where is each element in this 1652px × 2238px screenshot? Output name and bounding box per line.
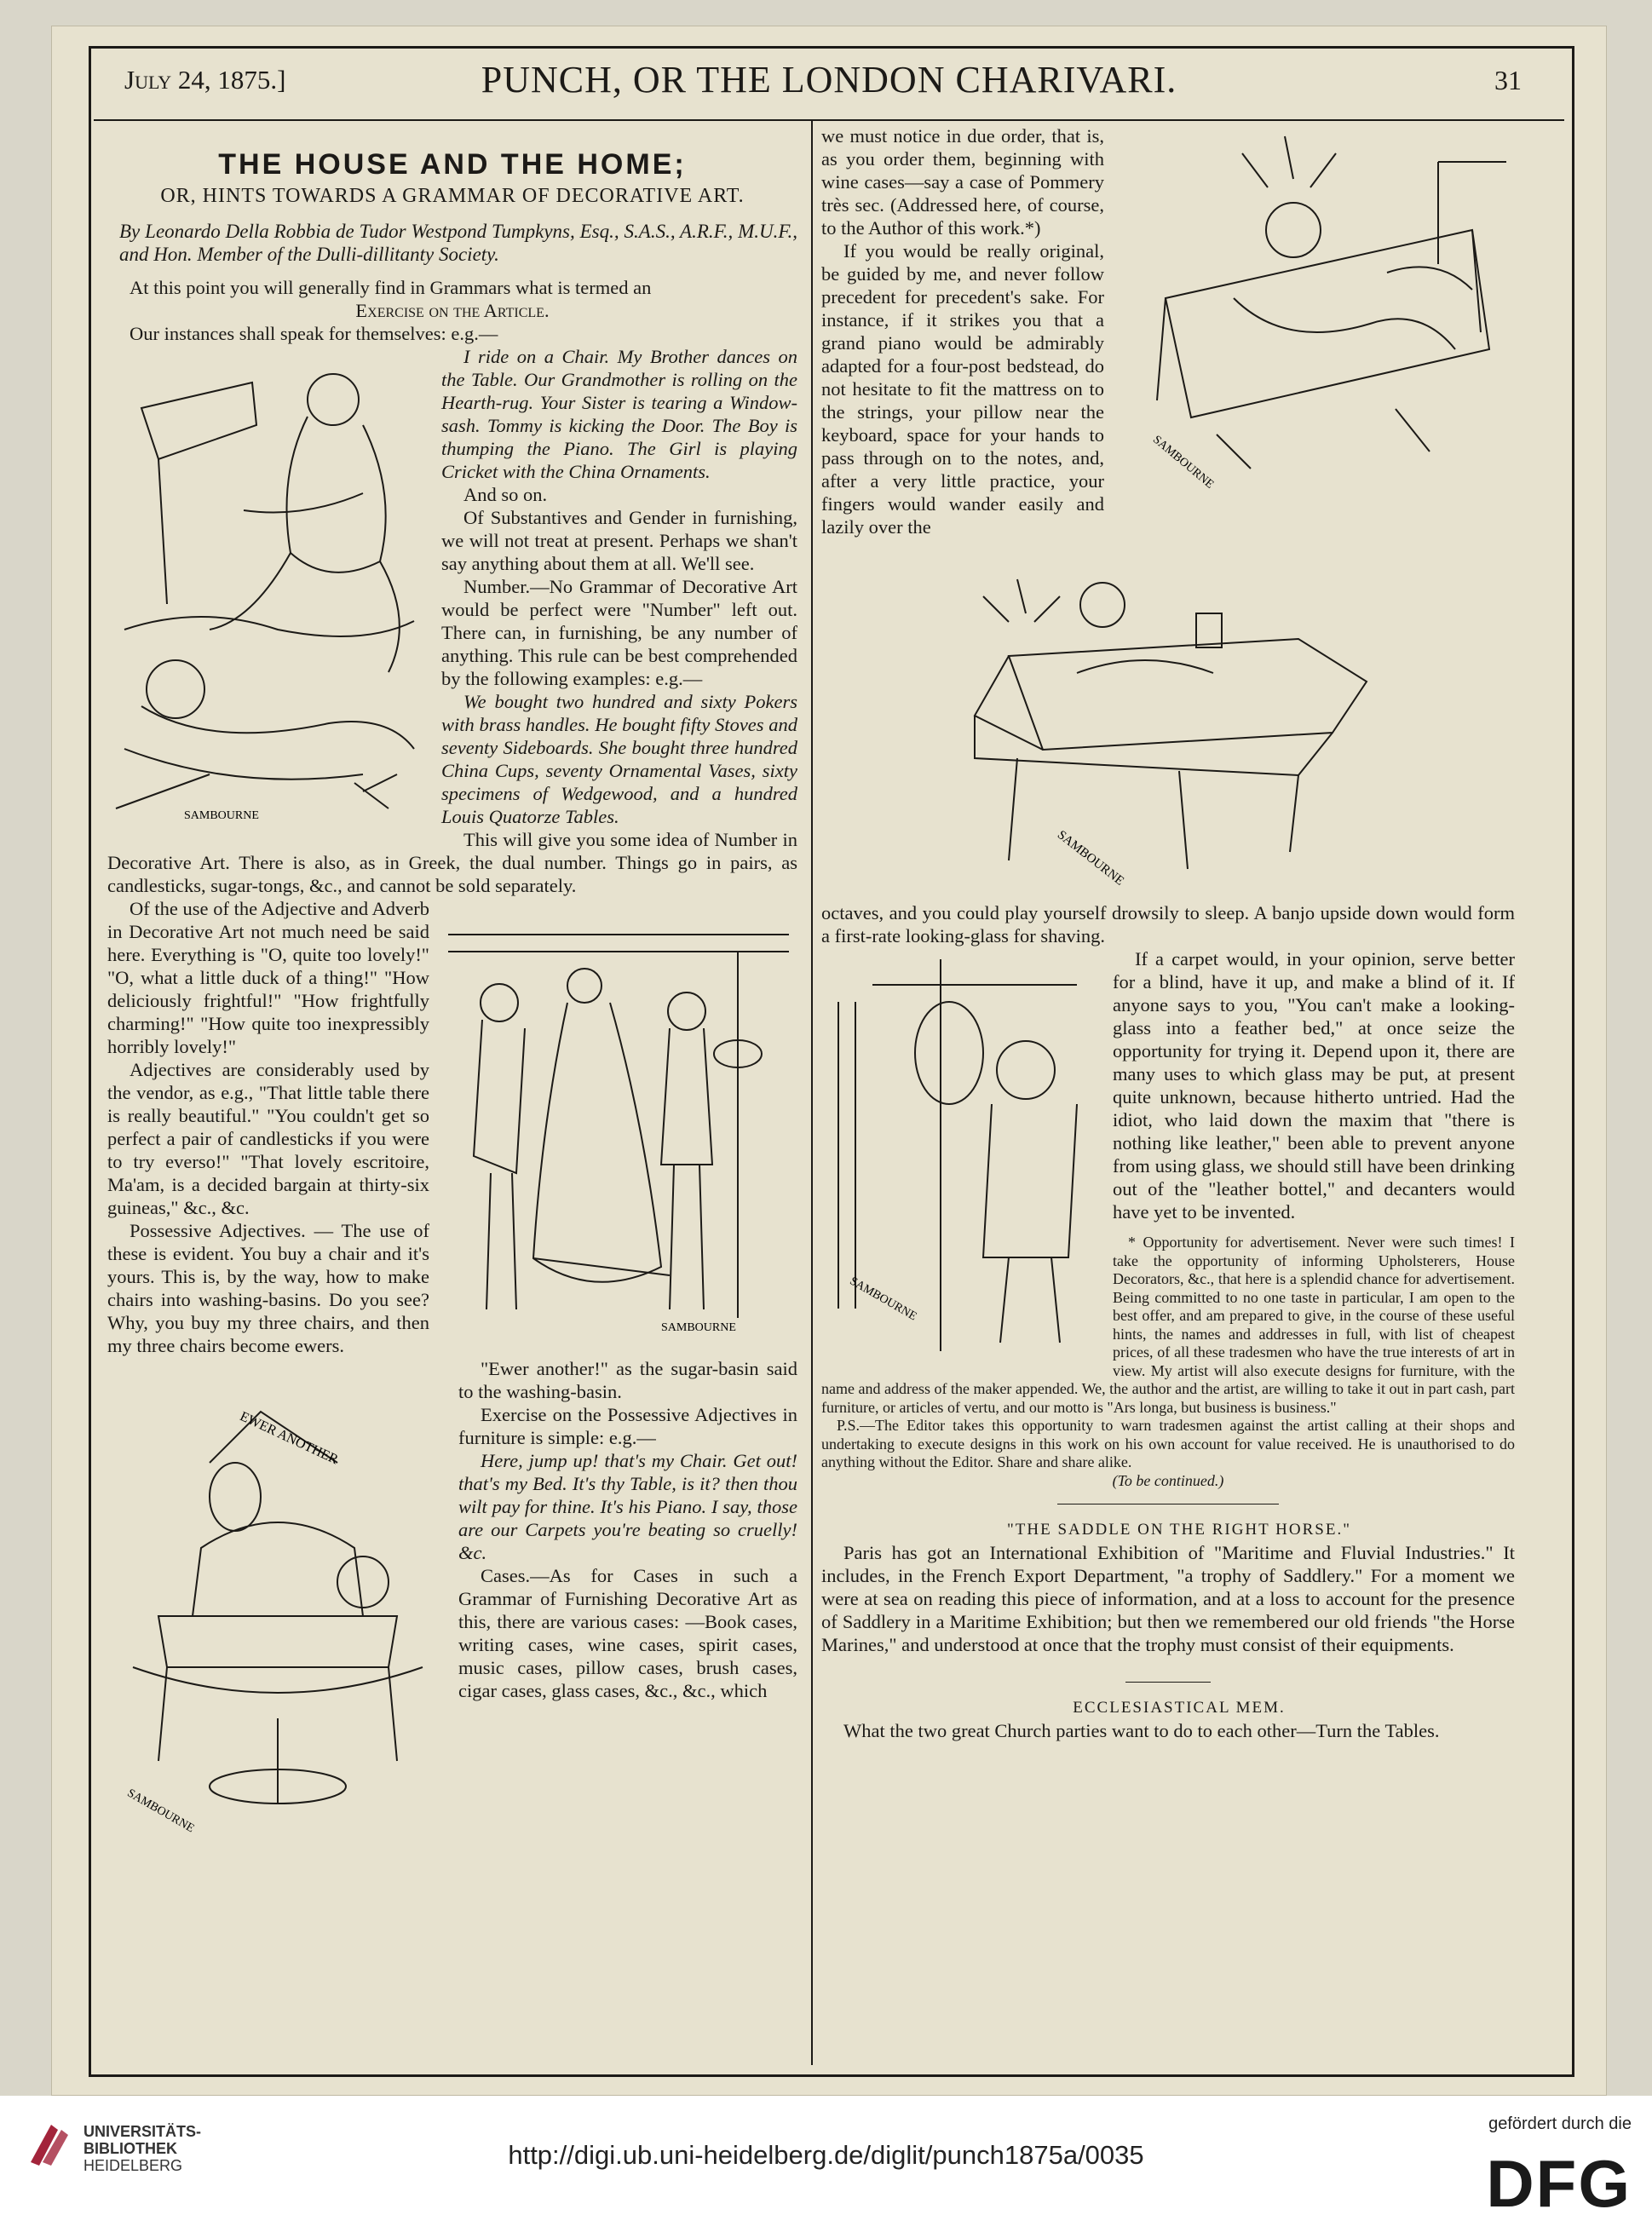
paragraph: Of the use of the Adjective and Adverb in Decorative Art not much need be said here. Everything is "O, quite too lovely!" "O, what a little duck of a thing!" "How deliciously frightful!" "How frightfully charming!" "How quite too inexpressibly horribly lovely!" xyxy=(107,898,429,1057)
paragraph: And so on. xyxy=(463,484,548,505)
paragraph: This will give you some idea of Number in Decorative Art. There is also, as in Greek, the dual number. Things go in pairs, as candlesticks, sugar-tongs, &c., and cannot be sold separately. xyxy=(107,829,797,896)
byline: By Leonardo Della Robbia de Tudor Westpond Tumpkyns, Esq., S.A.S., A.R.F., M.U.F., and Hon. Member of the Dulli-dillitanty Society. xyxy=(119,221,797,265)
right-column xyxy=(821,124,1515,1742)
postscript: P.S.—The Editor takes this opportunity to warn tradesmen against the artist calling at their shops and undertaking to execute designs in this work on his own account for value received. He is unauthorised to do anything without the Editor. Share and share alike. xyxy=(821,1417,1515,1470)
dfg-logo: DFG xyxy=(1486,2146,1632,2221)
paragraph: Possessive Adjectives. — The use of these is evident. You buy a chair and it's yours. This is, by the way, how to make chairs into washing-basins. Do you see? Why, you buy my three chairs, and then my three chairs become ewers. xyxy=(107,1220,429,1356)
saddle-heading: "THE SADDLE ON THE RIGHT HORSE." xyxy=(1007,1521,1351,1539)
drawing-room-illustration xyxy=(440,900,797,1343)
paragraph: Our instances shall speak for themselves: e.g.— xyxy=(130,323,498,344)
illustration-signature: SAMBOURNE xyxy=(124,1786,197,1836)
illustration-signature: SAMBOURNE xyxy=(1054,828,1126,889)
article-subtitle: OR, HINTS TOWARDS A GRAMMAR OF DECORATIVE ART. xyxy=(160,185,745,207)
mem-heading: ECCLESIASTICAL MEM. xyxy=(1073,1699,1286,1717)
mem-text: What the two great Church parties want to do to each other—Turn the Tables. xyxy=(843,1720,1440,1741)
permalink-url[interactable]: http://digi.ub.uni-heidelberg.de/diglit/punch1875a/0035 xyxy=(508,2140,1144,2170)
paragraph: octaves, and you could play yourself drowsily to sleep. A banjo upside down would form a first-rate looking-glass for shaving. xyxy=(821,902,1515,946)
ewer-another-illustration xyxy=(107,1361,448,1838)
paragraph: If you would be really original, be guided by me, and never follow precedent for precedent's sake. For instance, if it strikes you that a grand piano would be admirably adapted for a four-post bedstead, do not hesitate to fit the mattress on to the strings, your pillow near the keyboard, space for your hands to pass through on to the notes, and, after a very little practice, your fingers would wander easily and lazily over the xyxy=(821,240,1104,538)
example-sentences: I ride on a Chair. My Brother dances on the Table. Our Grandmother is rolling on the Hearth-rug. Your Sister is tearing a Window-sash. Tommy is kicking the Door. The Boy is thumping the Piano. The Girl is playing Cricket with the China Ornaments. xyxy=(441,346,797,482)
library-name-line: HEIDELBERG xyxy=(83,2157,183,2174)
saddle-text: Paris has got an International Exhibition of "Maritime and Fluvial Industries." It includes, in the French Export Department, "a trophy of Saddlery." For a moment we were at sea on reading this piece of information, and at a loss to account for the presence of Saddlery in a Maritime Exhibition; but then we remembered our old friends "the Horse Marines," and understood at once that the trophy must consist of their equipments. xyxy=(821,1542,1515,1655)
article-title: THE HOUSE AND THE HOME; xyxy=(218,148,687,181)
grand-piano-illustration xyxy=(821,545,1515,895)
piano-bed-illustration xyxy=(1114,128,1515,503)
page-number: 31 xyxy=(1494,65,1522,95)
illustration-signature: SAMBOURNE xyxy=(661,1321,736,1334)
ewer-label: EWER ANOTHER xyxy=(237,1409,341,1468)
funded-by-text: gefördert durch die xyxy=(1488,2114,1632,2133)
issue-date: July 24, 1875.] xyxy=(124,65,286,95)
paragraph: Number.—No Grammar of Decorative Art would be perfect were "Number" left out. There can, in furnishing, be any number of anything. This rule can be best comprehended by the following examples: e.g.— xyxy=(441,576,797,689)
viewer-footer xyxy=(0,2096,1652,2238)
paragraph: Cases.—As for Cases in such a Grammar of Furnishing Decorative Art as this, there are various cases: —Book cases, writing cases, wine cases, spirit cases, music cases, pillow cases, brush cases, cigar cases, glass cases, &c., &c., which xyxy=(458,1565,797,1701)
paragraph: Of Substantives and Gender in furnishing, we will not treat at present. Perhaps we shan't say anything about them at all. We'll see. xyxy=(441,507,797,574)
section-heading: Exercise on the Article. xyxy=(355,300,550,321)
example-sentences: We bought two hundred and sixty Pokers with brass handles. He bought fifty Stoves and seventy Sideboards. She bought three hundred China Cups, seventy Ornamental Vases, sixty specimens of Wedgewood, and a hundred Louis Quatorze Tables. xyxy=(441,691,797,827)
left-column xyxy=(107,135,797,1843)
library-name-line: UNIVERSITÄTS- xyxy=(83,2123,202,2140)
paragraph: If a carpet would, in your opinion, serve better for a blind, have it up, and make a blind of it. If anyone says to you, "You can't make a looking-glass into a feather bed," at once seize the opportunity for trying it. Depend upon it, there are many uses to which glass may be put, at present quite unknown, because hitherto untried. Had the idiot, who laid down the maxim that "there is nothing like leather," been able to prevent anyone from using glass, we should still have been drinking out of the "leather bottel," and decanters would have yet to be invented. xyxy=(1113,948,1515,1223)
section-rule xyxy=(1125,1682,1211,1683)
header-rule xyxy=(94,119,1564,121)
paragraph: we must notice in due order, that is, as you order them, beginning with wine cases—say a case of Pommery très sec. (Addressed here, of course, to the Author of this work.*) xyxy=(821,125,1104,239)
to-be-continued: (To be continued.) xyxy=(1112,1471,1224,1489)
paragraph: "Ewer another!" as the sugar-basin said to the washing-basin. xyxy=(458,1358,797,1402)
chair-dancing-illustration xyxy=(107,348,431,826)
example-sentences: Here, jump up! that's my Chair. Get out! that's my Bed. It's thy Table, is it? then thou wilt pay for thine. It's his Piano. I say, those are our Carpets you're beating so cruelly! &c. xyxy=(458,1450,797,1563)
illustration-signature: SAMBOURNE xyxy=(847,1274,919,1324)
illustration-signature: SAMBOURNE xyxy=(1150,433,1217,492)
footnote-text: * Opportunity for advertisement. Never were such times! I take the opportunity of informing Upholsterers, House Decorators, &c., that here is a splendid chance for advertisement. Being committed to no one taste in particular, I am open to the best offer, and am prepared to give, in the course of these useful hints, the names and addresses in full, with list of cheapest prices, of all these tradesmen who have the true interests of art in view. My artist will also execute designs for furniture, with the name and address of the maker appended. We, the author and the artist, are willing to take it out in part cash, part furniture, or articles of vertu, and our motto is "Ars longa, but business is business." xyxy=(821,1234,1515,1416)
paragraph: Adjectives are considerably used by the vendor, as e.g., "That little table there is really beautiful." "You couldn't get so perfect a pair of candlesticks if you were to try everso!" "That lovely escritoire, Ma'am, is a decided bargain at thirty-six guineas," &c., &c. xyxy=(107,1059,429,1218)
paragraph: Exercise on the Possessive Adjectives in furniture is simple: e.g.— xyxy=(458,1404,797,1448)
looking-glass-illustration xyxy=(821,951,1102,1360)
column-divider xyxy=(811,121,813,2065)
newspaper-page xyxy=(51,26,1607,2096)
paragraph: At this point you will generally find in Grammars what is termed an xyxy=(130,277,652,298)
masthead-title: PUNCH, OR THE LONDON CHARIVARI. xyxy=(481,59,1177,101)
library-name-line: BIBLIOTHEK xyxy=(83,2140,177,2157)
illustration-signature: SAMBOURNE xyxy=(184,809,259,822)
